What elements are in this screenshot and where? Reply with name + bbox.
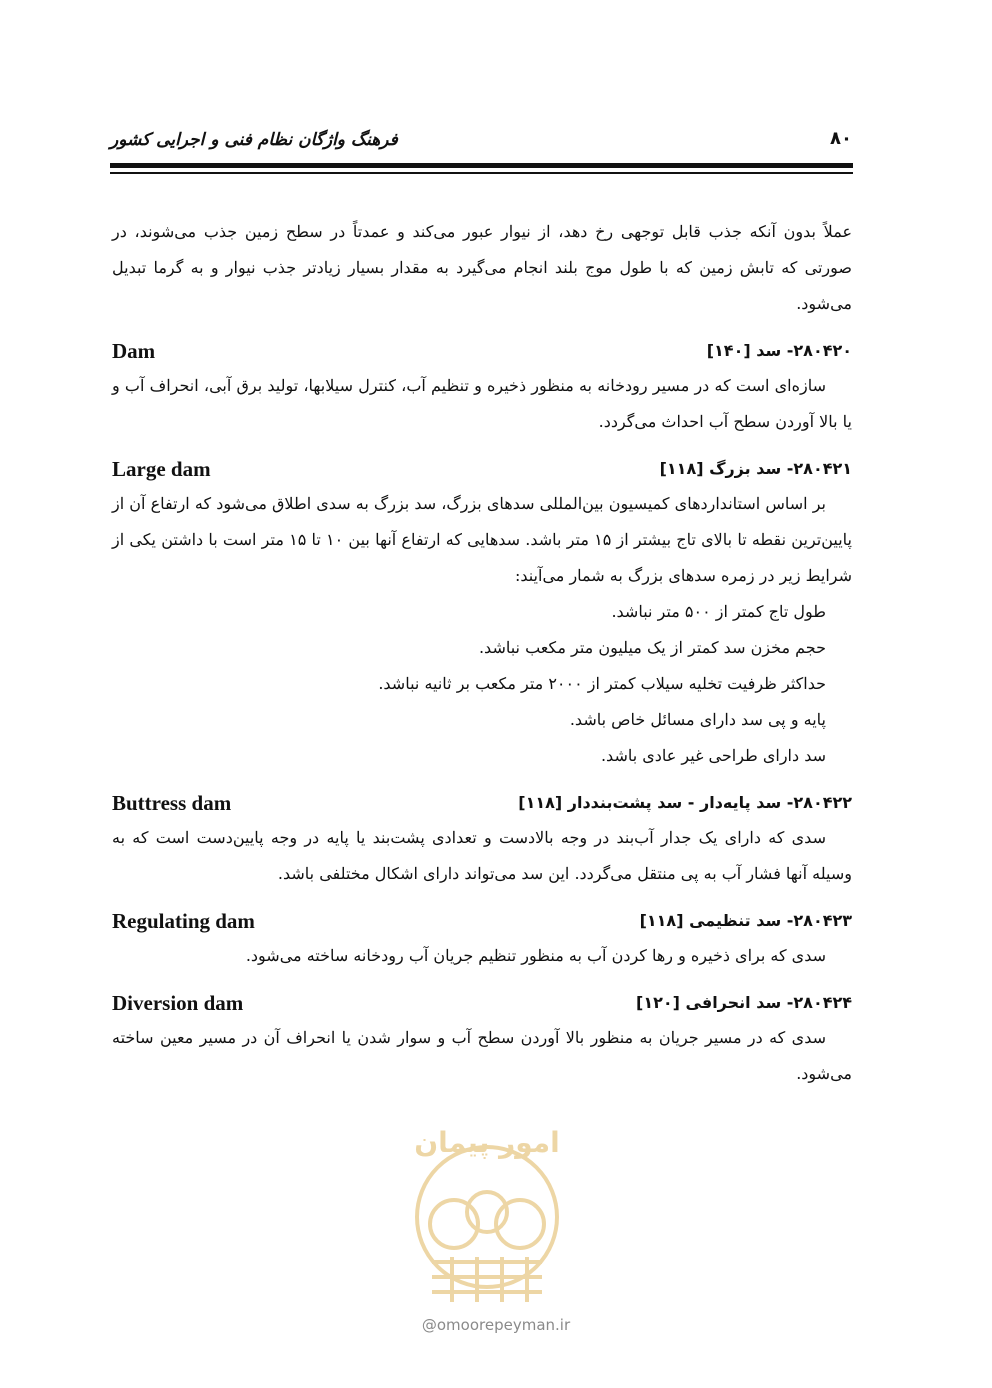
watermark-label: امور پیمان [414, 1126, 560, 1159]
entry-term-fa: ۲۸۰۴۲۴- سد انحرافی [۱۲۰] [636, 993, 852, 1012]
page-number: ۸۰ [830, 128, 852, 149]
running-header-title: فرهنگ واژگان نظام فنی و اجرایی کشور [110, 130, 398, 150]
entry-term-fa: ۲۸۰۴۲۲- سد پایه‌دار - سد پشت‌بنددار [۱۱۸] [518, 793, 852, 812]
entry-term-en: Large dam [112, 457, 211, 481]
footer-site [0, 1316, 992, 1334]
entry-heading [112, 786, 852, 820]
list-item: حجم مخزن سد کمتر از یک میلیون متر مکعب نباشد. [478, 638, 826, 657]
header-rule-thin [110, 172, 853, 174]
entry-definition: بر اساس استانداردهای کمیسیون بین‌المللی سدهای بزرگ، سد بزرگ به سدی اطلاق می‌شود که ارتفاع آن از پایین‌ترین نقطه تا بالای تاج بیشتر از ۱۵ متر باشد. سدهایی که ارتفاع آنها بین ۱۰ تا ۱۵ متر است با داشتن یکی از شرایط زیر در زمره سدهای بزرگ به شمار می‌آیند: [112, 494, 853, 585]
entry-heading [112, 452, 852, 486]
at-icon: @ [421, 1316, 437, 1334]
entry-term-fa: ۲۸۰۴۲۳- سد تنظیمی [۱۱۸] [639, 911, 852, 930]
entry-term-en: Dam [112, 339, 156, 363]
list-item: سد دارای طراحی غیر عادی باشد. [600, 746, 826, 765]
page-content [112, 214, 852, 1092]
entry-definition: سدی که برای ذخیره و رها کردن آب به منظور تنظیم جریان آب رودخانه ساخته می‌شود. [245, 946, 826, 965]
entry-definition: سدی که در مسیر جریان به منظور بالا آوردن سطح آب و سوار شدن یا انحراف آن در مسیر معین ساخته می‌شود. [112, 1028, 852, 1083]
entry-heading [112, 904, 852, 938]
condition-list [112, 594, 852, 774]
entry-term-en: Buttress dam [112, 791, 232, 815]
footer-site-text: omoorepeyman.ir [436, 1316, 571, 1334]
entry-term-en: Diversion dam [112, 991, 244, 1015]
entry-heading [112, 986, 852, 1020]
seal-logo-icon [392, 1112, 582, 1312]
entry-term-fa: ۲۸۰۴۲۰- سد [۱۴۰] [706, 341, 852, 360]
list-item: پایه و پی سد دارای مسائل خاص باشد. [569, 710, 826, 729]
entry-term-en: Regulating dam [112, 909, 255, 933]
entry-term-fa: ۲۸۰۴۲۱- سد بزرگ [۱۱۸] [659, 459, 852, 478]
entry-definition: سدی که دارای یک جدار آب‌بند در وجه بالادست و تعدادی پشت‌بند یا پایه در وجه پایین‌دست است که به وسیله آنها فشار آب به پی منتقل می‌گردد. این سد می‌تواند دارای اشکال مختلفی باشد. [112, 828, 852, 883]
intro-paragraph: عملاً بدون آنکه جذب قابل توجهی رخ دهد، از نیوار عبور می‌کند و عمدتاً در سطح زمین جذب می‌شوند، در صورتی که تابش زمین که با طول موج بلند انجام می‌گیرد به مقدار بسیار زیادتر جذب نیوار و به گرما تبدیل می‌شود. [112, 222, 852, 313]
list-item: طول تاج کمتر از ۵۰۰ متر نباشد. [611, 602, 826, 621]
header-rule-thick [110, 163, 853, 168]
entry-definition: سازه‌ای است که در مسیر رودخانه به منظور ذخیره و تنظیم آب، کنترل سیلابها، تولید برق آبی، انحراف آب و یا بالا آوردن سطح آب احداث می‌گردد. [112, 376, 852, 431]
entry-heading [112, 334, 852, 368]
list-item: حداکثر ظرفیت تخلیه سیلاب کمتر از ۲۰۰۰ متر مکعب بر ثانیه نباشد. [378, 674, 826, 693]
